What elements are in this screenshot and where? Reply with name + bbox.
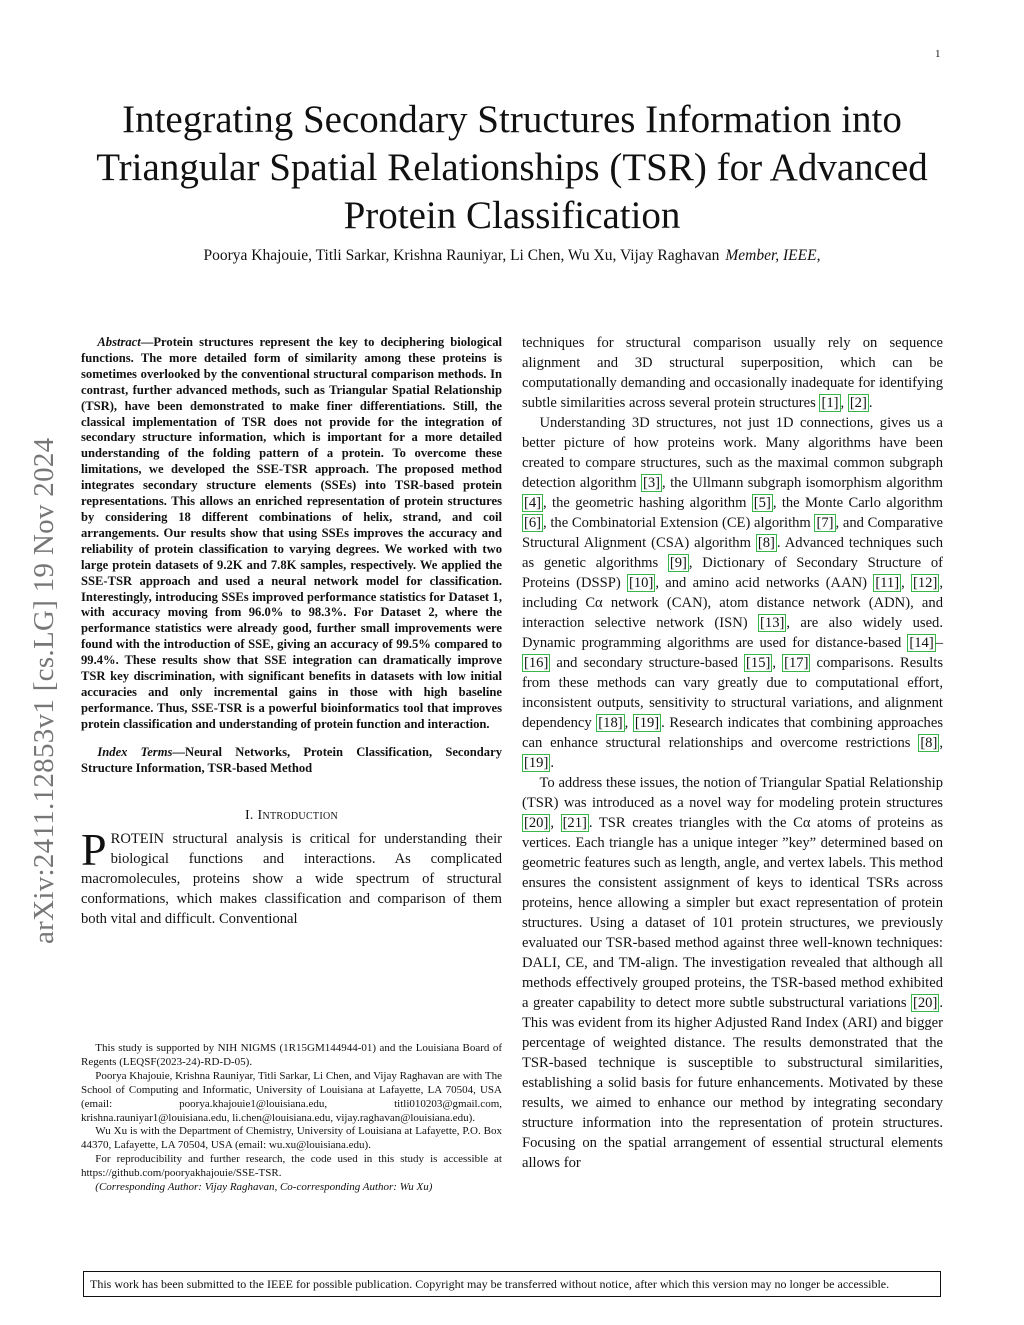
footnotes xyxy=(81,1042,502,1195)
citation-link[interactable]: [19] xyxy=(634,715,660,731)
citation-link[interactable]: [20] xyxy=(913,995,938,1011)
text: Understanding 3D structures, not just 1D connections, gives us a better picture of how proteins work. Many algorithms have been created to compare structures, such as the maximal common subgraph detection algorithm xyxy=(522,415,943,491)
page-number: 1 xyxy=(935,48,941,60)
corresponding-author: (Corresponding Author: Vijay Raghavan, Co-corresponding Author: Wu Xu) xyxy=(95,1181,433,1194)
index-terms-text: —Neural Networks, Protein Classification, Secondary Structure Information, TSR-based Method xyxy=(81,744,502,775)
author-names: Poorya Khajouie, Titli Sarkar, Krishna Rauniyar, Li Chen, Wu Xu, Vijay Raghavan xyxy=(203,247,720,264)
text: – xyxy=(935,635,943,651)
paragraph-1 xyxy=(522,333,943,413)
citation-link[interactable]: [17] xyxy=(784,655,809,671)
footnote-code: For reproducibility and further research, the code used in this study is accessible at https://github.com/pooryakhajouie/SSE-TSR. xyxy=(81,1153,502,1180)
text: and secondary structure-based xyxy=(550,655,745,671)
footnote-affiliation-chemistry: Wu Xu is with the Department of Chemistry, University of Louisiana at Lafayette, P.O. Box 44370, Lafayette, LA 70504, USA (email: wu.xu@louisiana.edu). xyxy=(81,1125,502,1152)
text: , xyxy=(772,655,783,671)
text: , are also widely used. Dynamic programming algorithms are used for distance-based xyxy=(522,615,943,651)
citation-link[interactable]: [20] xyxy=(524,815,549,831)
citation-link[interactable]: [1] xyxy=(821,395,839,411)
text: , and Comparative Structural Alignment (CSA) algorithm xyxy=(522,515,943,551)
citation-link[interactable]: [19] xyxy=(524,755,549,771)
text: . This was evident from its higher Adjusted Rand Index (ARI) and bigger percentage of weighted distance. The results demonstrated that the TSR-based technique is susceptible to substructural similarities, establishing a solid basis for future enhancements. Motivated by these results, we aimed to enhance our method by integrating secondary structure information into the representation of protein structures. Focusing on the spatial arrangement of essential structural elements allows for xyxy=(522,995,943,1171)
text: , xyxy=(624,715,633,731)
text: . Advanced techniques such as genetic algorithms xyxy=(522,535,943,571)
citation-link[interactable]: [2] xyxy=(849,395,867,411)
text: . xyxy=(550,755,554,771)
index-terms-label: Index Terms xyxy=(97,744,173,759)
text: , the Monte Carlo algorithm xyxy=(772,495,943,511)
citation-link[interactable]: [8] xyxy=(920,735,938,751)
paper-title: Integrating Secondary Structures Information into Triangular Spatial Relationships (TSR) for Advanced Protein Classification xyxy=(96,98,928,237)
section-heading-introduction xyxy=(81,808,502,824)
abstract-label: Abstract xyxy=(97,335,141,349)
abstract-text: —Protein structures represent the key to deciphering biological functions. The more detailed form of similarity among these proteins is sometimes overlooked by the conventional structural comparison methods. In contrast, further advanced methods, such as Triangular Spatial Relationship (TSR), have been demonstrated to make finer differentiations. Still, the classical implementation of TSR does not provide for the integration of secondary structure information, which is important for a more detailed understanding of the folding pattern of a protein. To overcome these limitations, we developed the SSE-TSR approach. The proposed method integrates secondary structure elements (SSEs) into TSR-based protein representations. This allows an enriched representation of protein structures by considering 18 different combinations of helix, strand, and coil arrangements. Our results show that using SSEs improves the accuracy and reliability of protein classification to varying degrees. We worked with two large protein datasets of 9.2K and 7.8K samples, respectively. We applied the SSE-TSR approach and used a neural network model for classification. Interestingly, introducing SSEs improved performance statistics for Dataset 1, with accuracy moving from 96.0% to 98.3%. For Dataset 2, where the performance statistics were already good, further small improvements were found with the introduction of SSE, giving an accuracy of 99.5% compared to 99.4%. These results show that SSE integration can dramatically improve TSR key discrimination, with significant benefits in datasets with low initial accuracies and only incremental gains in those with high baseline performance. Thus, SSE-TSR is a powerful bioinformatics tool that improves protein classification and understanding of protein function and interaction. xyxy=(81,335,502,731)
text: , the Ullmann subgraph isomorphism algorithm xyxy=(662,475,943,491)
left-column xyxy=(81,335,502,929)
citation-link[interactable]: [15] xyxy=(746,655,771,671)
citation-link[interactable]: [14] xyxy=(909,635,934,651)
text: , the Combinatorial Extension (CE) algorithm xyxy=(543,515,815,531)
ieee-submission-notice: This work has been submitted to the IEEE for possible publication. Copyright may be transferred without notice, after which this version may no longer be accessible. xyxy=(83,1271,941,1297)
intro-caps: ROTEIN xyxy=(110,831,165,848)
section-name: Introduction xyxy=(257,808,339,824)
citation-link[interactable]: [8] xyxy=(757,535,775,551)
citation-link[interactable]: [10] xyxy=(629,575,654,591)
text: , the geometric hashing algorithm xyxy=(543,495,752,511)
arxiv-identifier: arXiv:2411.12853v1 [cs.LG] 19 Nov 2024 xyxy=(28,437,60,944)
text: comparisons. Results from these methods can vary greatly due to computational effort, inconsistent outputs, sensitivity to structural variations, and alignment dependency xyxy=(522,655,943,731)
intro-text: structural analysis is critical for understanding their biological functions and interactions. As complicated macromolecules, proteins show a wide spectrum of structural conformations, which makes classification and comparison of them both vital and difficult. Conventional xyxy=(81,831,502,928)
abstract xyxy=(81,335,502,733)
text: , xyxy=(840,395,848,411)
footnote-funding: This study is supported by NIH NIGMS (1R15GM144944-01) and the Louisiana Board of Regents (LEQSF(2023-24)-RD-D-05). xyxy=(81,1042,502,1068)
text: . xyxy=(868,395,873,411)
drop-cap: P xyxy=(81,824,107,876)
citation-link[interactable]: [6] xyxy=(524,515,542,531)
text: , including Cα network (CAN), atom distance network (ADN), and interaction selective network (ISN) xyxy=(522,575,943,631)
right-column xyxy=(522,333,943,1173)
text: To address these issues, the notion of Triangular Spatial Relationship (TSR) was introduced as a novel way for modeling protein structures xyxy=(522,775,943,811)
citation-link[interactable]: [3] xyxy=(643,475,661,491)
paragraph-2 xyxy=(522,413,943,773)
text: . TSR creates triangles with the Cα atoms of proteins as vertices. Each triangle has a unique integer ”key” determined based on geometric features such as length, angle, and vertex labels. This method ensures the consistent assignment of keys to identical TSRs across proteins, hence allowing a simpler but exact representation of protein structures. Using a dataset of 101 protein structures, we previously evaluated our TSR-based method against three well-known techniques: DALI, CE, and TM-align. The investigation revealed that although all methods effectively grouped proteins, the TSR-based method exhibited a greater capability to detect more subtle substructural variations xyxy=(522,815,943,1011)
citation-link[interactable]: [18] xyxy=(598,715,623,731)
text: , xyxy=(939,735,943,751)
section-numeral: I. xyxy=(244,808,258,824)
text: , Dictionary of Secondary Structure of Proteins (DSSP) xyxy=(522,555,943,591)
text: , xyxy=(901,575,912,591)
author-membership: Member, IEEE, xyxy=(725,247,821,264)
paragraph-3 xyxy=(522,773,943,1173)
citation-link[interactable]: [4] xyxy=(524,495,542,511)
text: . Research indicates that combining approaches can enhance structural relationships and overcome restrictions xyxy=(522,715,944,751)
citation-link[interactable]: [9] xyxy=(669,555,687,571)
citation-link[interactable]: [11] xyxy=(875,575,900,591)
citation-link[interactable]: [16] xyxy=(524,655,549,671)
text: , and amino acid networks (AAN) xyxy=(655,575,874,591)
citation-link[interactable]: [7] xyxy=(816,515,834,531)
citation-link[interactable]: [5] xyxy=(753,495,771,511)
citation-link[interactable]: [13] xyxy=(760,615,785,631)
text: , xyxy=(550,815,561,831)
footnote-affiliation: Poorya Khajouie, Krishna Rauniyar, Titli Sarkar, Li Chen, and Vijay Raghavan are with The School of Computing and Informatic, University of Louisiana at Lafayette, LA 70504, USA (email: poorya.khajouie1@louisiana.edu, titli010203@gmail.com, krishna.rauniyar1@louisiana.edu, li.chen@louisiana.edu, vijay.raghavan@louisiana.edu). xyxy=(81,1069,502,1124)
citation-link[interactable]: [21] xyxy=(562,815,587,831)
text: techniques for structural comparison usually rely on sequence alignment and 3D structural superposition, which can be computationally demanding and occasionally inadequate for identifying subtle similarities across several protein structures xyxy=(522,335,943,411)
author-line xyxy=(70,245,954,267)
index-terms xyxy=(81,745,502,777)
intro-paragraph xyxy=(81,824,502,929)
citation-link[interactable]: [12] xyxy=(913,575,938,591)
